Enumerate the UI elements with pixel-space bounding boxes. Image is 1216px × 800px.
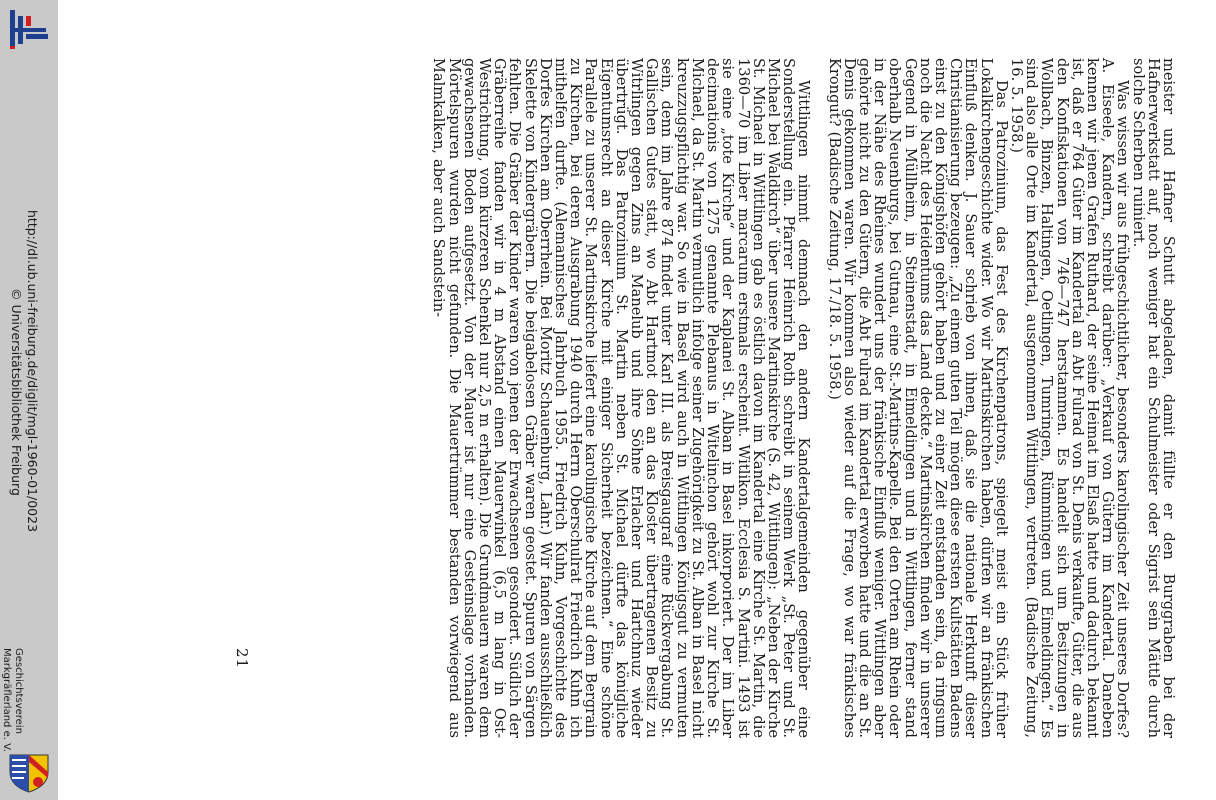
book-page	[176, 58, 1176, 738]
paragraph-1: meister und Hafner Schutt abgeladen, damit füllte er den Burggraben bei der Hafnerwerkstatt auf, noch weniger hat ein Schulmeister oder Sigrist sein Mättle durch solche Scherben ruiniert.	[1129, 58, 1177, 738]
document-url[interactable]: http://dl.ub.uni-freiburg.de/diglit/mgl-1960-01/0023	[25, 210, 40, 533]
library-logo-icon[interactable]	[6, 6, 50, 50]
page-number: 21	[233, 648, 251, 670]
coat-of-arms-icon	[6, 752, 52, 794]
society-name-line2: Markgräflerland e. V.	[1, 648, 12, 752]
society-name-line1: Geschichtsverein	[13, 648, 24, 734]
viewer-sidebar	[0, 0, 58, 800]
copyright-notice: © Universitätsbibliothek Freiburg	[9, 288, 24, 496]
paragraph-2: Was wissen wir aus frühgeschichtlicher, besonders karolingischer Zeit unseres Dorfes? A. Eiseele, Kandern, schreibt darüber: „Verkauf von Gütern im Kandertal. Daneben kennen wir jenen Grafen Ruthard, der seine Heimat im Elsaß hatte und dadurch bekannt ist, daß er 764 Güter im Kandertal an Abt Fulrad von St. Denis verkaufte, Güter, die aus den Konfiskationen von 746—747 herstammen. Es handelt sich um Besitzungen in Wollbach, Binzen, Haltingen, Oetlingen, Tumringen, Rümmingen und Eimeldingen.“ Es sind also alle Orte im Kandertal, ausgenommen Wittlingen, vertreten. (Badische Zeitung, 16. 5. 1958.)	[1007, 58, 1132, 738]
paragraph-3: Das Patrozinium, das Fest des Kirchenpatrons, spiegelt meist ein Stück früher Lokalkirchengeschichte wider. Wo wir Martinskirchen haben, dürfen wir an fränkischen Einfluß denken. J. Sauer schrieb von ihnen, daß sie die nationale Herkunft dieser Christianisierung bezeugen: „Zu einem guten Teil mögen diese ersten Kultstätten Badens einst zu den Königshöfen gehört haben und zu einer Zeit entstanden sein, da ringsum noch die Nacht des Heidentums das Land deckte.“ Martinskirchen finden wir in unserer Gegend in Müllheim, in Steinenstadt, in Eimeldingen und in Wittlingen, ferner stand oberhalb Neuenburgs, bei Gutnau, eine St.-Martins-Kapelle. Bei den Orten am Rhein oder in der Nähe des Rheines wundert uns der fränkische Einfluß weniger. Wittlingen aber gehörte nicht zu den Gütern, die Abt Fulrad im Kandertal erworben hatte und die an St. Denis gekommen waren. Wir kommen also wieder auf die Frage, wo war fränkisches Krongut? (Badische Zeitung, 17./18. 5. 1958.)	[825, 58, 1010, 738]
paragraph-4: Wittlingen nimmt demnach den andern Kandertalgemeinden gegenüber eine Sonderstellung ein. Pfarrer Heinrich Roth schreibt in seinem Werk „St. Peter und St. Michael bei Waldkirch“ über unsere Martinskirche (S. 42, Wittlingen): „Neben der Kirche St. Michael in Wittlingen gab es östlich davon im Kandertal eine Kirche St. Martin, die 1360—70 im Liber marcarum erstmals erscheint. Witlikon. Ecclesia S. Martini. 1493 ist sie eine „tote Kirche“ und der Kaplanei St. Alban in Basel inkorporiert. Der im Liber decimationis von 1275 genannte Plebanus in Witelinchon gehört wohl zur Kirche St. Michael, da St. Martin vermutlich infolge seiner Zugehörigkeit zu St. Alban in Basel nicht kreuzzugspflichtig war. So wie in Basel wird auch in Wittlingen Königsgut zu vermuten sein, denn im Jahre 874 findet unter Karl III. als Breisgaugraf eine Rückvergabung St. Gallischen Gutes statt, wo Abt Hartmot den an das Kloster übertragenen Besitz zu Witrlingen gegen Zins an Manelub und ihre Söhne Erlacher und Hartchnuz wieder übertrügt. Das Patrozinium St. Martin neben St. Michael dürfte das königliche Eigentumsrecht an dieser Kirche mit einiger Sicherheit bezeichnen.“ Eine schöne Parallele zu unserer St. Martinskirche liefert eine karolingische Kirche auf dem Bergrain zu Kirchen, bei deren Ausgrabung 1940 durch Herrn Oberschulrat Friedrich Kuhn ich mithelfen durfte. (Alemannisches Jahrbuch 1955. Friedrich Kuhn, Vorgeschichte des Dorfes Kirchen am Oberrhein. Bei Moritz Schauenburg, Lahr.) Wir fanden ausschließlich Skelette von Kindergräbern. Die beigabelosen Gräber waren geostet. Spuren von Särgen fehlten. Die Gräber der Kinder waren von jenen der Erwachsenen gesondert. Südlich der Gräberreihe fanden wir in 4 m Abstand einen Mauerwinkel (6,5 m lang in Ost-Westrichtung, vom kürzeren Schenkel nur 2,5 m erhalten). Die Grundmauern waren dem gewachsenen Boden aufgesetzt. Von der Mauer ist nur eine Gesteinslage vorhanden. Mörtelspuren wurden nicht gefunden. Die Mauertrümmer bestanden vorwiegend aus Malmkalken, aber auch Sandstein-	[430, 58, 813, 738]
